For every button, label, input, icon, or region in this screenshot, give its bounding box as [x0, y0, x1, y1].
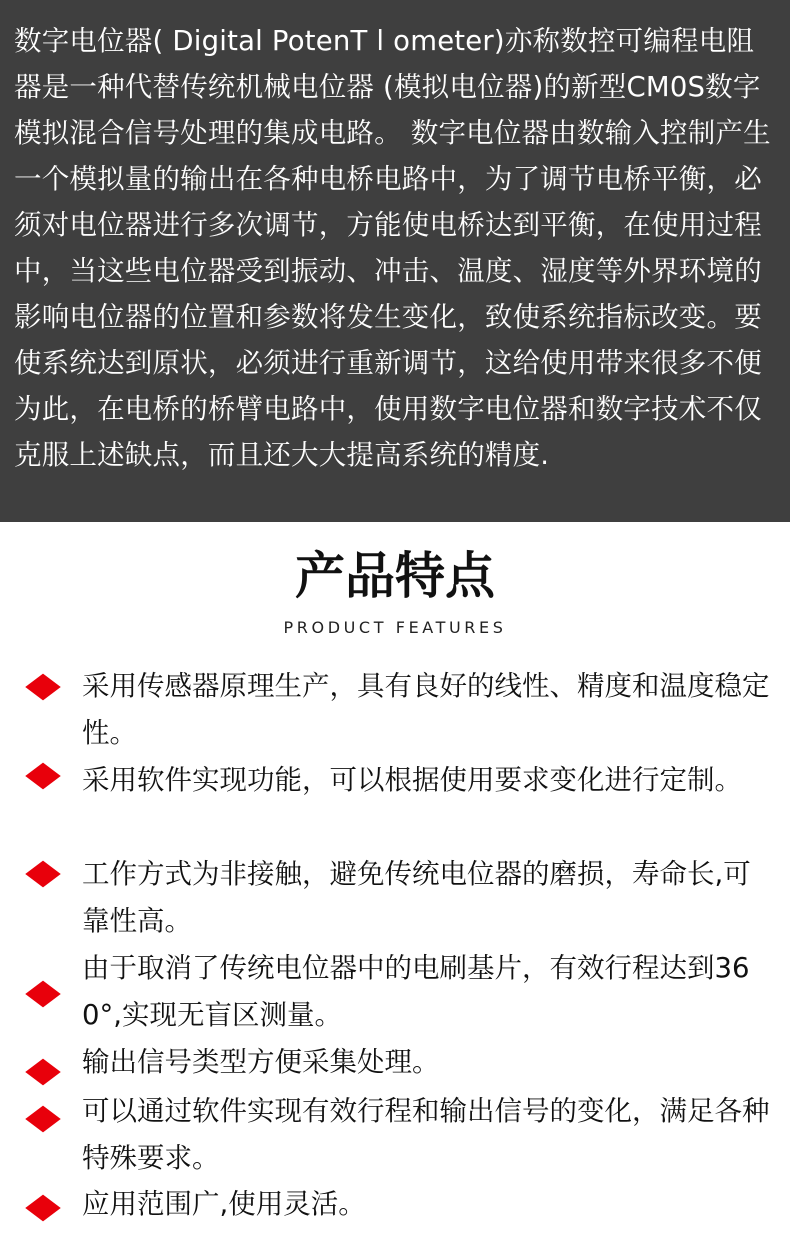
- diamond-bullet-icon: [25, 861, 60, 888]
- feature-text-6: 可以通过软件实现有效行程和输出信号的变化，满足各种特殊要求。: [82, 1095, 770, 1174]
- feature-text-7: 应用范围广,使用灵活。: [82, 1188, 366, 1220]
- feature-text-4: 由于取消了传统电位器中的电刷基片，有效行程达到360°,实现无盲区测量。: [82, 952, 750, 1031]
- feature-text-3: 工作方式为非接触，避免传统电位器的磨损，寿命长,可靠性高。: [82, 858, 751, 937]
- intro-text: 数字电位器( Digital PotenT l ometer)亦称数控可编程电阻器是一种代替传统机械电位器 (模拟电位器)的新型CM0S数字模拟混合信号处理的集成电路。 数字电位器由数输入控制产生一个模拟量的输出在各种电桥电路中，为了调节电桥平衡，必须对电位器进行多次调节，方能使电桥达到平衡，在使用过程中，当这些电位器受到振动、冲击、温度、湿度等外界环境的影响电位器的位置和参数将发生变化，致使系统指标改变。要使系统达到原状，必须进行重新调节，这给使用带来很多不便为此，在电桥的桥臂电路中，使用数字电位器和数字技术不仅克服上述缺点，而且还大大提高系统的精度.: [14, 25, 771, 471]
- diamond-bullet-icon: [25, 763, 60, 790]
- diamond-bullet-icon: [25, 1195, 60, 1222]
- diamond-bullet-icon: [25, 981, 60, 1008]
- feature-text-5: 输出信号类型方便采集处理。: [82, 1046, 440, 1078]
- diamond-bullet-icon: [25, 1059, 60, 1086]
- section-title: 产品特点: [295, 547, 495, 605]
- intro-panel: [0, 0, 790, 522]
- feature-text-1: 采用传感器原理生产，具有良好的线性、精度和温度稳定性。: [82, 670, 770, 749]
- section-subtitle: PRODUCT FEATURES: [283, 618, 507, 637]
- diamond-bullet-icon: [25, 674, 60, 701]
- feature-text-2: 采用软件实现功能，可以根据使用要求变化进行定制。: [82, 764, 742, 796]
- diamond-bullet-icon: [25, 1106, 60, 1133]
